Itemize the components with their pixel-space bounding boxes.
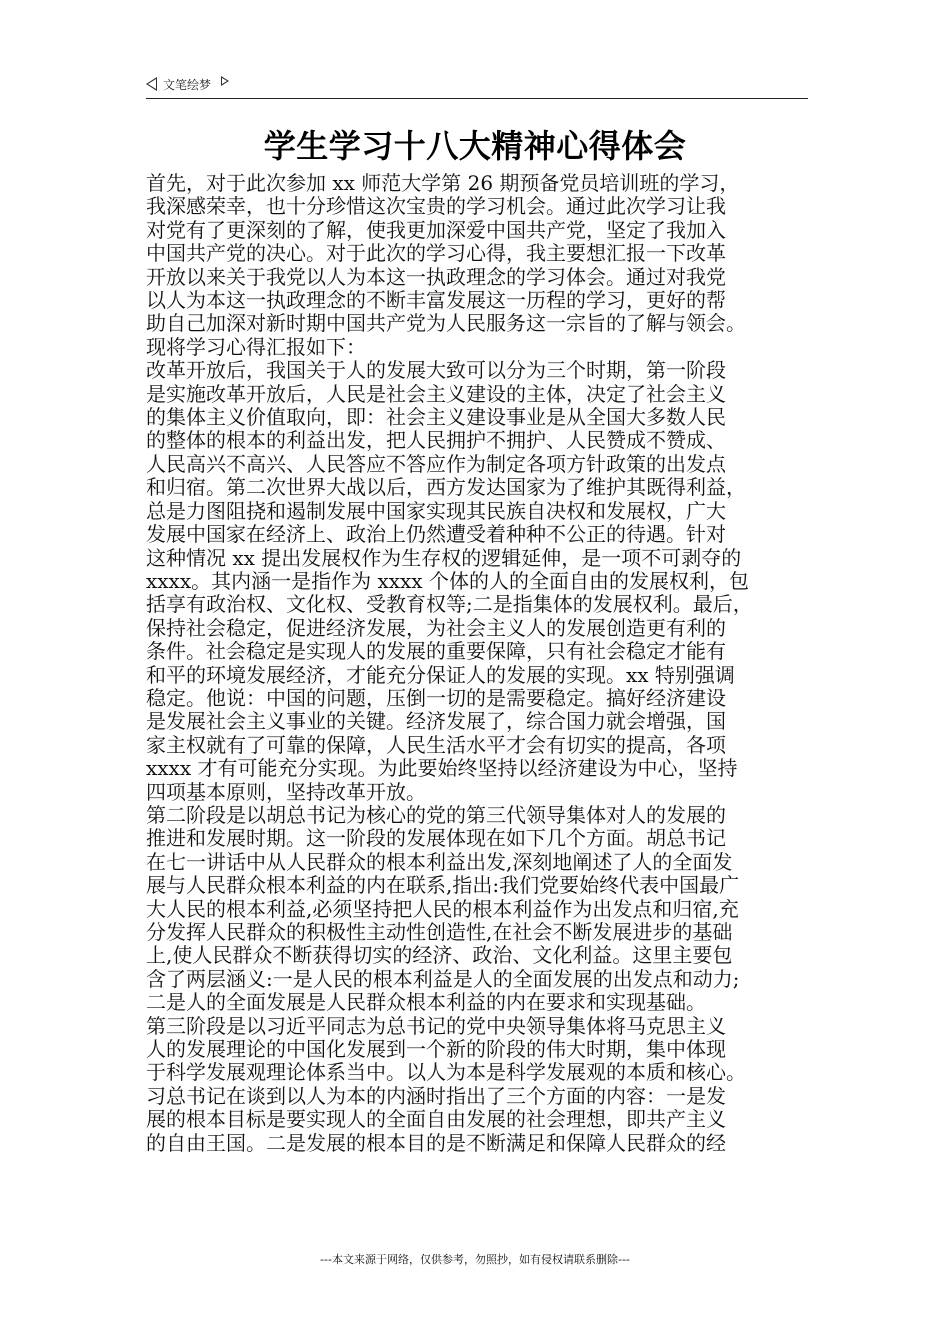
body-text-line: 稳定。他说：中国的问题，压倒一切的是需要稳定。搞好经济建设 [146, 685, 726, 710]
body-text-line: 这种情况 xx 提出发展权作为生存权的逻辑延伸，是一项不可剥夺的 [146, 545, 742, 570]
body-text-line: 分发挥人民群众的积极性主动性创造性,在社会不断发展进步的基础 [146, 920, 733, 944]
body-text-line: 展的根本目标是要实现人的全面自由发展的社会理想，即共产主义 [146, 1107, 726, 1132]
body-text-line: 和平的环境发展经济，才能充分保证人的发展的实现。xx 特别强调 [146, 662, 735, 687]
body-text-line: 上,使人民群众不断获得切实的经济、政治、文化利益。这里主要包 [146, 943, 733, 968]
body-text-line: xxxx。其内涵一是指作为 xxxx 个体的人的全面自由的发展权利，包 [146, 568, 749, 593]
footer-disclaimer: ---本文来源于网络，仅供参考，勿照抄，如有侵权请联系删除--- [320, 1253, 630, 1266]
body-text-line: 保持社会稳定，促进经济发展，为社会主义人的发展创造更有利的 [146, 615, 726, 640]
header-brand [146, 74, 808, 94]
body-text-line: 总是力图阻挠和遏制发展中国家实现其民族自决权和发展权，广大 [146, 498, 726, 523]
body-text-line: 的自由王国。二是发展的根本目的是不断满足和保障人民群众的经 [146, 1130, 726, 1155]
body-text-line: 二是人的全面发展是人民群众根本利益的内在要求和实现基础。 [146, 990, 706, 1015]
body-text-line: 第二阶段是以胡总书记为核心的党的第三代领导集体对人的发展的 [146, 802, 726, 827]
body-text-line: 对党有了更深刻的了解，使我更加深爱中国共产党，坚定了我加入 [146, 217, 726, 242]
body-text-line: 展与人民群众根本利益的内在联系,指出:我们党要始终代表中国最广 [146, 873, 740, 898]
body-text-line: 首先，对于此次参加 xx 师范大学第 26 期预备党员培训班的学习， [146, 171, 740, 195]
body-text-line: 习总书记在谈到以人为本的内涵时指出了三个方面的内容：一是发 [146, 1083, 726, 1108]
body-text-line: 的集体主义价值取向，即：社会主义建设事业是从全国大多数人民 [146, 405, 726, 430]
body-text-line: 大人民的根本利益,必须坚持把人民的根本利益作为出发点和归宿,充 [146, 896, 739, 921]
body-text-line: 助自己加深对新时期中国共产党为人民服务这一宗旨的了解与领会。 [146, 311, 746, 336]
body-text-line: 含了两层涵义:一是人民的根本利益是人的全面发展的出发点和动力; [146, 966, 740, 991]
body-text-line: 四项基本原则，坚持改革开放。 [146, 779, 426, 804]
body-text-line: 括享有政治权、文化权、受教育权等;二是指集体的发展权利。最后， [146, 592, 753, 617]
body-text-line: 和归宿。第二次世界大战以后，西方发达国家为了维护其既得利益， [146, 475, 746, 500]
triangle-left-icon [146, 77, 157, 91]
body-text-line: 第三阶段是以习近平同志为总书记的党中央领导集体将马克思主义 [146, 1013, 726, 1038]
body-text-line: 改革开放后，我国关于人的发展大致可以分为三个时期，第一阶段 [146, 358, 726, 383]
body-text-line: 我深感荣幸，也十分珍惜这次宝贵的学习机会。通过此次学习让我 [146, 194, 726, 219]
body-text-line: 推进和发展时期。这一阶段的发展体现在如下几个方面。胡总书记 [146, 826, 726, 851]
document-title: 学生学习十八大精神心得体会 [263, 127, 687, 165]
document-body [146, 172, 836, 1155]
body-text-line: 发展中国家在经济上、政治上仍然遭受着种种不公正的待遇。针对 [146, 522, 726, 547]
body-text-line: 人民高兴不高兴、人民答应不答应作为制定各项方针政策的出发点 [146, 451, 726, 476]
header-brand-text: 文笔绘梦 [163, 77, 212, 92]
body-text-line: 条件。社会稳定是实现人的发展的重要保障，只有社会稳定才能有 [146, 639, 726, 664]
body-text-line: 人的发展理论的中国化发展到一个新的阶段的伟大时期，集中体现 [146, 1037, 726, 1062]
body-text-line: 以人为本这一执政理念的不断丰富发展这一历程的学习，更好的帮 [146, 288, 726, 313]
body-text-line: 中国共产党的决心。对于此次的学习心得，我主要想汇报一下改革 [146, 241, 726, 266]
body-text-line: 现将学习心得汇报如下： [146, 334, 366, 359]
body-text-line: 的整体的根本的利益出发，把人民拥护不拥护、人民赞成不赞成、 [146, 428, 726, 453]
body-text-line: 是实施改革开放后，人民是社会主义建设的主体，决定了社会主义 [146, 381, 726, 406]
body-text-line: 在七一讲话中从人民群众的根本利益出发,深刻地阐述了人的全面发 [146, 849, 733, 874]
body-text-line: xxxx 才有可能充分实现。为此要始终坚持以经济建设为中心，坚持 [146, 756, 738, 781]
body-text-line: 开放以来关于我党以人为本这一执政理念的学习体会。通过对我党 [146, 264, 726, 289]
triangle-right-icon [221, 76, 229, 86]
page-header [146, 74, 808, 99]
body-text-line: 是发展社会主义事业的关键。经济发展了，综合国力就会增强，国 [146, 709, 726, 734]
body-text-line: 家主权就有了可靠的保障，人民生活水平才会有切实的提高，各项 [146, 732, 726, 757]
body-text-line: 于科学发展观理论体系当中。以人为本是科学发展观的本质和核心。 [146, 1060, 746, 1085]
